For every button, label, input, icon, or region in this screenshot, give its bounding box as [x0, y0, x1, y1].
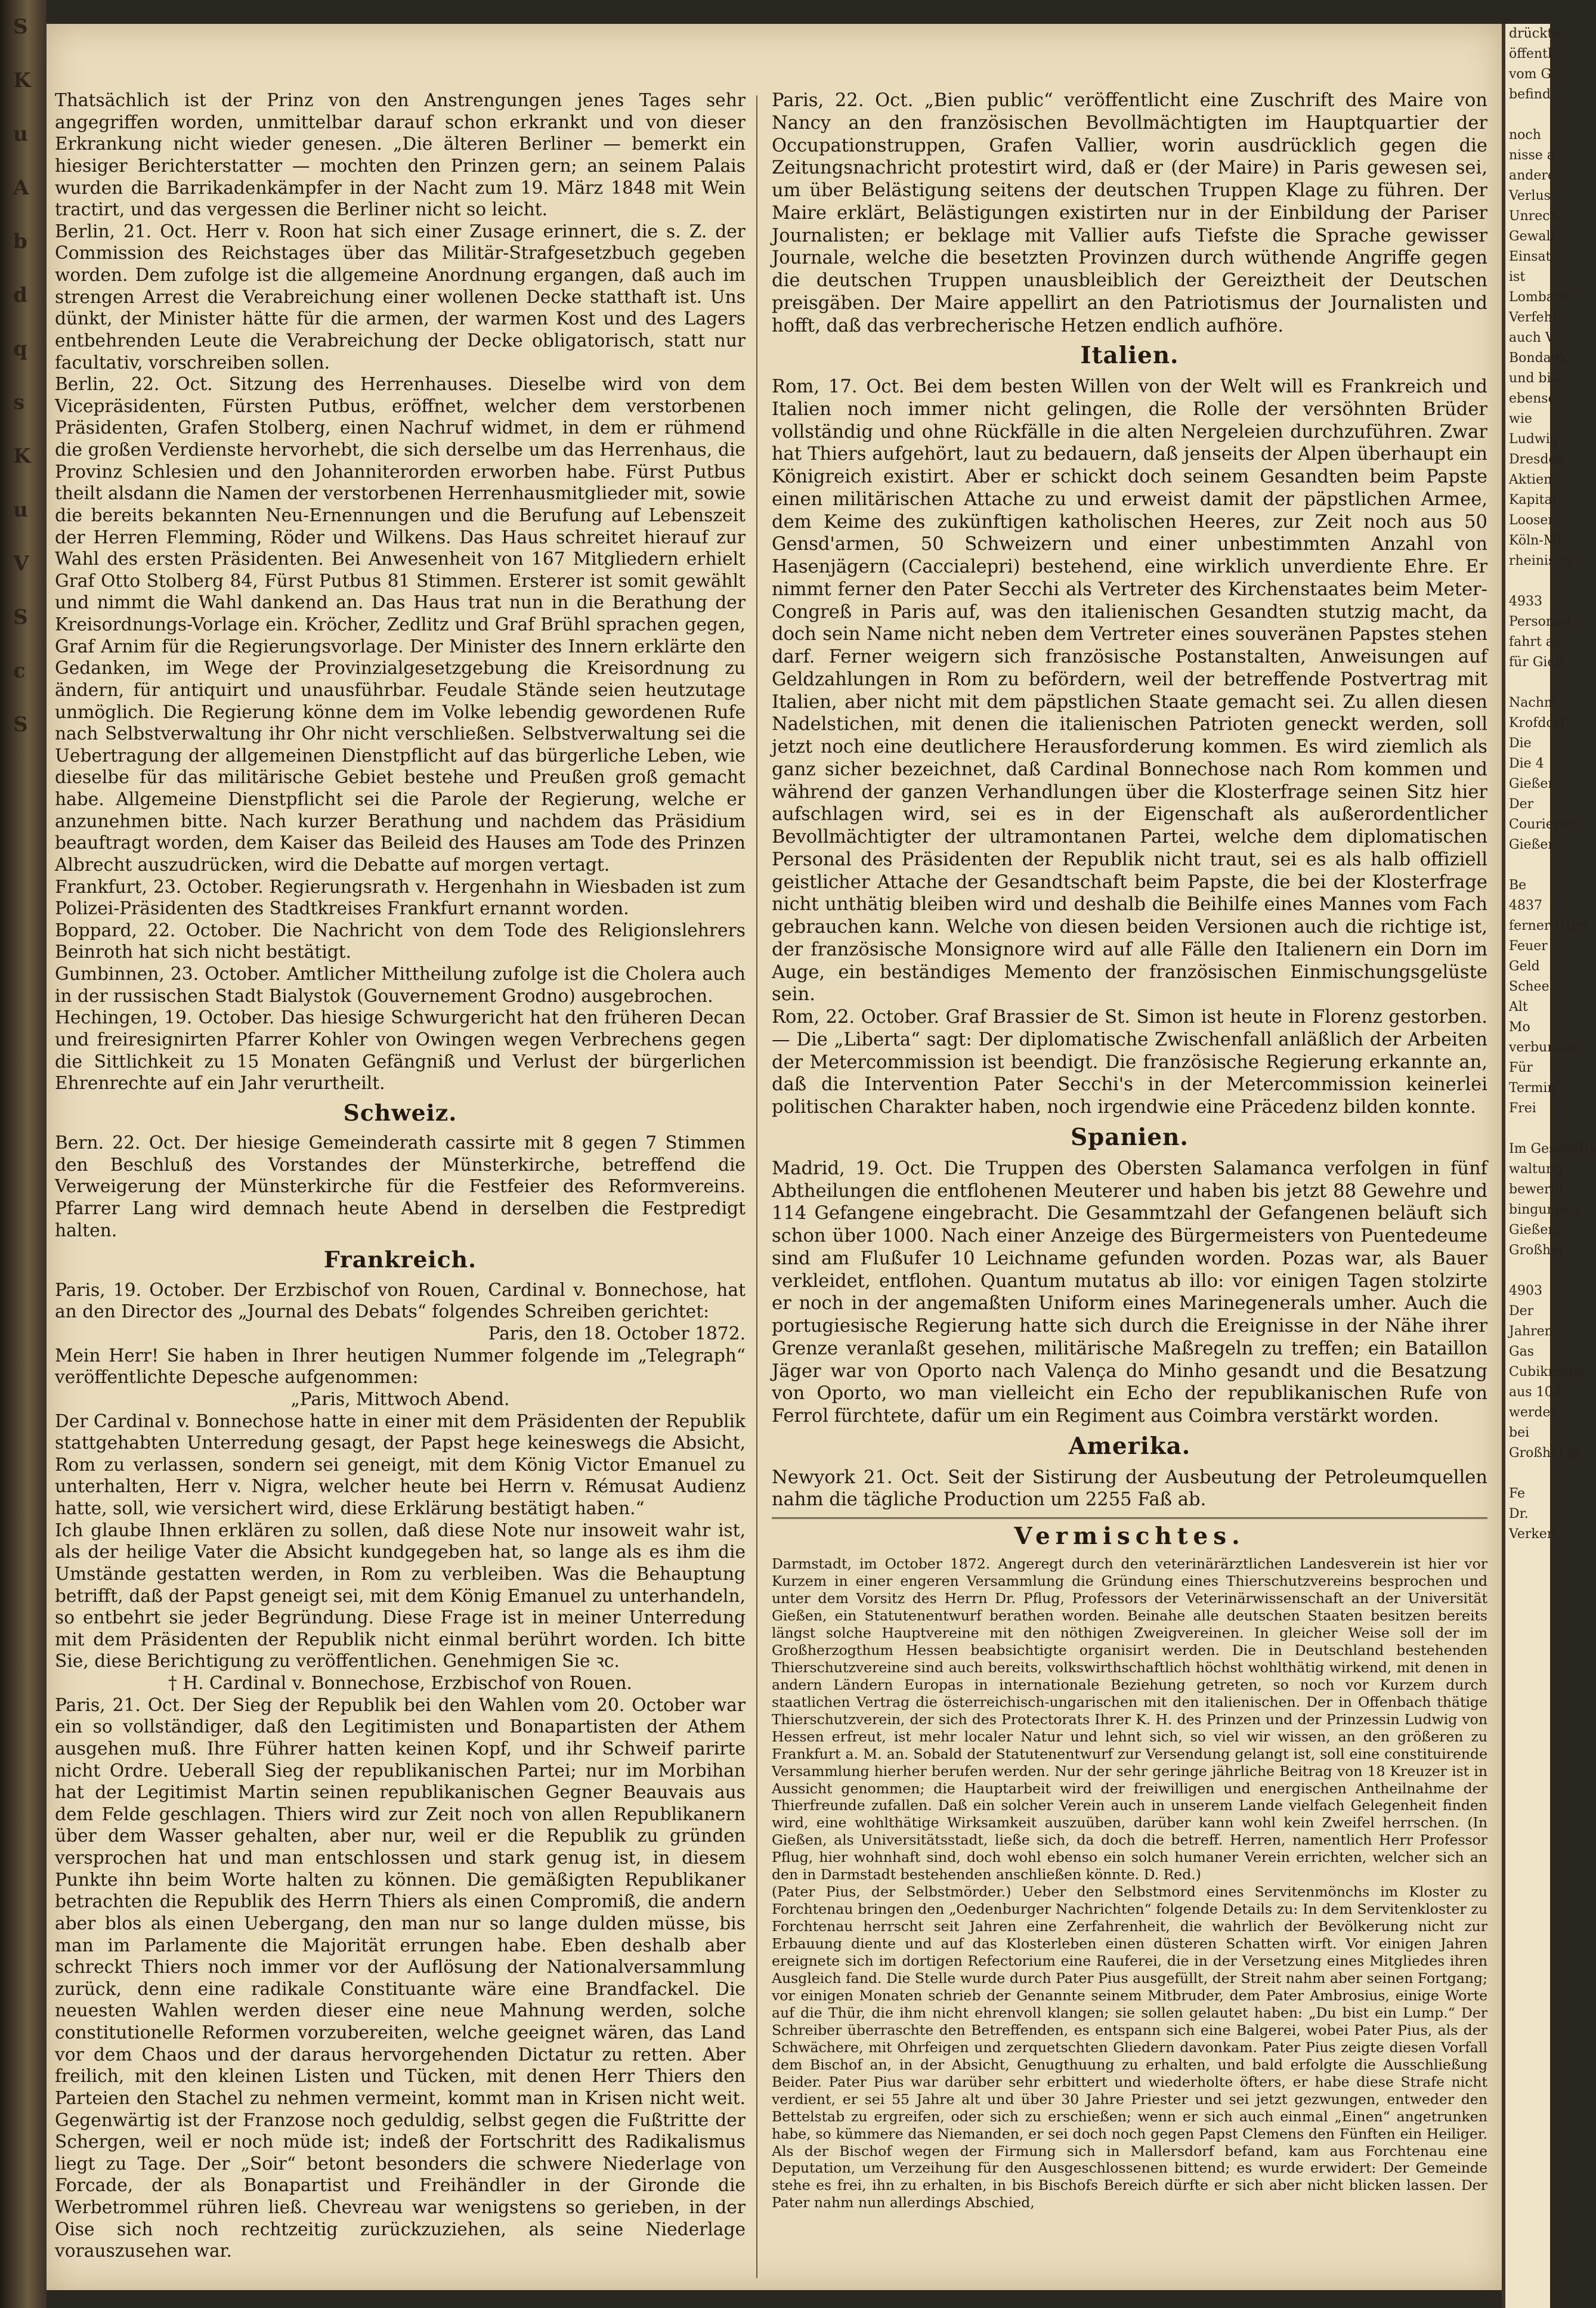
right-strip-fragment: für Gieß: [1509, 655, 1564, 670]
right-strip-fragment: Gießen,: [1509, 1223, 1561, 1237]
article-paragraph: Rom, 17. Oct. Bei dem besten Willen von der Welt will es Frankreich und Italien noch immer nicht gelingen, die Rolle der versöhnten Brüder vollständig und ohne Rückfälle in die alten Nergeleien durchzuführen. Zwar hat Thiers aufgehört, laut zu bedauern, daß jenseits der Alpen überhaupt ein Königreich existirt. Aber er schickt doch seinem Gesandten beim Papste einen militärischen Attache zu und erweist damit der päpstlichen Armee, dem Keime des zukünftigen katholischen Heeres, zur Zeit noch aus 50 Gensd'armen, 50 Schweizern und einer unbestimmten Anzahl von Hasenjägern (Caccialepri) bestehend, eine wirklich unverdiente Ehre. Er nimmt ferner den Pater Secchi als Vertreter des Kirchenstaates beim Meter-Congreß in Paris auf, was den italienischen Gesandten stutzig macht, da doch sein Name nicht neben dem Vertreter eines souveränen Papstes stehen darf. Ferner weigern sich französische Postanstalten, Anweisungen auf Geldzahlungen in Rom zu befördern, weil der betreffende Postvertrag mit Italien, aber nicht mit dem päpstlichen Staate gemacht sei. Zu allen diesen Nadelstichen, mit denen die italienischen Patrioten geneckt werden, soll jetzt noch eine deutlichere Herausforderung kommen. Es wird ziemlich als ganz sicher bezeichnet, daß Cardinal Bonnechose nach Rom kommen und während der ganzen Verhandlungen über die Klosterfrage seinen Sitz hier aufschlagen wird, sei es in der Eigenschaft als außerordentlicher Bevollmächtigter der ultramontanen Partei, welche dem diplomatischen Personal des Präsidenten der Republik nicht traut, sei es als halb offiziell geistlicher Attache der Gesandtschaft beim Papste, die bei der Klosterfrage nicht unthätig bleiben wird und deshalb die Beihilfe eines Mannes vom Fach gebrauchen kann. Welche von diesen beiden Versionen auch die richtige ist, der französische Monsignore wird auf alle Fälle den Italienern ein Dorn im Auge, ein beständiges Memento der französischen Einmischungsgelüste sein.: [772, 376, 1487, 1006]
left-strip-fragment: q: [13, 337, 27, 361]
right-strip-fragment: ebenso: [1509, 391, 1556, 406]
vermischtes-section: [772, 1523, 1487, 2211]
left-strip-fragment: u: [13, 498, 28, 522]
left-binding-strip: [0, 0, 47, 2308]
right-strip-fragment: Nachm.: [1509, 695, 1561, 710]
vermischtes-heading: Vermischtes.: [1014, 1523, 1245, 1551]
newspaper-page: [47, 24, 1502, 2290]
article-paragraph: Der Cardinal v. Bonnechose hatte in einer mit dem Präsidenten der Republik stattgehabten Unterredung gesagt, der Papst hege keineswegs die Absicht, Rom zu verlassen, sondern sei geneigt, mit dem König Victor Emanuel zu unterhalten, Herr v. Nigra, welcher heute bei Herrn v. Rémusat Audienz hatte, soll, wie versichert wird, diese Erklärung bestätigt haben.“: [55, 1410, 746, 1519]
left-strip-fragment: c: [13, 659, 26, 683]
right-strip-fragment: Im Geschäfts: [1509, 1141, 1596, 1156]
article-paragraph: Paris, den 18. October 1872.: [488, 1323, 746, 1344]
right-strip-fragment: Kapital: [1509, 493, 1557, 508]
article-paragraph: Frankfurt, 23. October. Regierungsrath v. Hergenhahn in Wiesbaden ist zum Polizei-Präsidenten des Stadtkreises Frankfurt ernannt worden.: [55, 875, 746, 919]
right-strip-fragment: ist: [1509, 270, 1526, 284]
right-strip-fragment: [1505, 1464, 1550, 1484]
left-strip-fragment: u: [13, 122, 28, 146]
right-strip-fragment: Termin: [1509, 1081, 1556, 1096]
right-strip-fragment: vom G: [1509, 67, 1552, 82]
section-heading: Italien.: [1080, 342, 1179, 370]
right-strip-fragment: fahrt au: [1509, 635, 1563, 649]
right-strip-fragment: [1505, 571, 1550, 592]
right-strip-fragment: Großher: [1509, 1243, 1565, 1258]
right-strip-fragment: rheinisch: [1509, 553, 1571, 568]
column-divider: [756, 95, 757, 2278]
right-strip-fragment: drückte: [1509, 26, 1561, 41]
section-separator: [772, 1517, 1487, 1519]
right-strip-fragment: Einsat: [1509, 249, 1551, 264]
right-strip-fragment: Cubikmeter: [1509, 1365, 1588, 1379]
right-strip-fragment: Verlus: [1509, 188, 1551, 203]
right-strip-fragment: Die 4: [1509, 756, 1544, 771]
article-paragraph: Madrid, 19. Oct. Die Truppen des Obersten Salamanca verfolgen in fünf Abtheilungen die entflohenen Meuterer und haben bis jetzt 88 Gewehre und 114 Gefangene eingebracht. Die Gesammtzahl der Gefangenen beläuft sich schon über 1000. Nach einer Anzeige des Bürgermeisters von Puentedeume sind am Flußufer 10 Leichname gefunden worden. Pozas war, als Bauer verkleidet, entflohen. Quantum mutatus ab illo: vor einigen Tagen stolzirte er noch in der angemaßten Uniform eines Marinegenerals umher. Auch die portugiesische Regierung hatte sich durch die Ereignisse in der Nähe ihrer Grenze veranlaßt gesehen, militärische Maßregeln zu treffen; ein Bataillon Jäger war von Oporto nach Valença do Minho gesandt und die Besatzung von Oporto, wo man vielleicht ein Echo der republikanischen Rufe von Ferrol fürchtete, dafür um ein Regiment aus Coimbra verstärkt worden.: [772, 1158, 1487, 1427]
section-heading: Frankreich.: [323, 1246, 477, 1273]
right-strip-fragment: Be: [1509, 878, 1527, 893]
right-strip-fragment: Lombard: [1509, 290, 1569, 305]
article-paragraph: Hechingen, 19. October. Das hiesige Schwurgericht hat den früheren Decan und freiresignirten Pfarrer Kohler von Owingen wegen Verbrechens gegen die Sittlichkeit zu 15 Monaten Gefängniß und Verlust der bürgerlichen Ehrenrechte auf ein Jahr verurtheilt.: [55, 1007, 746, 1094]
right-strip-fragment: verbunden: [1509, 1040, 1580, 1055]
right-strip-fragment: [1505, 105, 1550, 125]
right-strip-fragment: Bondank: [1509, 351, 1568, 366]
section-heading: Amerika.: [1068, 1433, 1191, 1460]
right-strip-fragment: Gießen: [1509, 837, 1557, 852]
right-strip-fragment: und bis: [1509, 371, 1558, 386]
article-paragraph: Bern. 22. Oct. Der hiesige Gemeinderath cassirte mit 8 gegen 7 Stimmen den Beschluß des Vorstandes der Münsterkirche, betreffend die Verweigerung der Münsterkirche für die Festfeier des Reformvereins. Pfarrer Lang wird demnach heute Abend in derselben die Festpredigt halten.: [55, 1132, 746, 1240]
right-strip-fragment: waltung: [1509, 1162, 1563, 1177]
right-strip-fragment: nisse a: [1509, 148, 1555, 163]
left-strip-fragment: K: [13, 69, 31, 92]
right-strip-fragment: noch: [1509, 128, 1541, 143]
right-strip-fragment: werden: [1509, 1405, 1559, 1420]
article-paragraph: Berlin, 21. Oct. Herr v. Roon hat sich einer Zusage erinnert, die s. Z. der Commission des Reichstages über das Militär-Strafgesetzbuch gegeben worden. Dem zufolge ist die allgemeine Anordnung ergangen, daß auch im strengen Arrest die Verabreichung einer wollenen Decke statthaft ist. Uns dünkt, der Minister hätte für die armen, der warmen Kost und des Lagers entbehrenden Leute die Verabreichung der Decke obligatorisch, statt nur facultativ, vorschreiben sollen.: [55, 220, 746, 373]
right-strip-fragment: Köln-Mi: [1509, 533, 1561, 548]
left-strip-fragment: d: [13, 283, 27, 307]
right-strip-fragment: Dresden: [1509, 452, 1565, 467]
article-paragraph: Gumbinnen, 23. October. Amtlicher Mittheilung zufolge ist die Cholera auch in der russischen Stadt Bialystok (Gouvernement Grodno) ausgebrochen.: [55, 963, 746, 1006]
right-strip-fragment: auch V: [1509, 330, 1555, 345]
left-strip-fragment: S: [13, 605, 28, 629]
left-strip-fragment: V: [13, 552, 29, 576]
right-strip-fragment: Ludwig: [1509, 432, 1558, 447]
right-strip-fragment: [1505, 1261, 1550, 1281]
left-strip-fragment: s: [13, 391, 25, 414]
right-strip-fragment: 4933: [1509, 594, 1542, 609]
article-paragraph: Newyork 21. Oct. Seit der Sistirung der Ausbeutung der Petroleumquellen nahm die tägliche Production um 2255 Faß ab.: [772, 1467, 1487, 1511]
section-heading: Spanien.: [1071, 1124, 1189, 1151]
article-paragraph: Mein Herr! Sie haben in Ihrer heutigen Nummer folgende im „Telegraph“ veröffentlichte Depesche aufgenommen:: [55, 1344, 746, 1388]
right-strip-fragment: aus 100: [1509, 1385, 1561, 1400]
right-strip-fragment: wie: [1509, 412, 1532, 426]
right-strip-fragment: [1505, 673, 1550, 693]
right-strip-fragment: Frei: [1509, 1101, 1536, 1116]
right-strip-fragment: Schee: [1509, 979, 1549, 994]
article-paragraph: Thatsächlich ist der Prinz von den Anstrengungen jenes Tages sehr angegriffen worden, unmittelbar darauf schon erkrankt und von dieser Erkrankung nicht wieder genesen. „Die älteren Berliner — bemerkt ein hiesiger Berichterstatter — mochten den Prinzen gern; an seinem Palais wurden die Barrikadenkämpfer in der Nacht zum 19. März 1848 mit Wein tractirt, und das vergessen die Berliner nicht so leicht.: [55, 89, 746, 220]
right-strip-fragment: Großherzo: [1509, 1446, 1580, 1461]
article-paragraph: Ich glaube Ihnen erklären zu sollen, daß diese Note nur insoweit wahr ist, als der heilige Vater die Absicht kundgegeben hat, so lange als es ihm die Umstände gestatten werden, in Rom zu verbleiben. Was die Behauptung betrifft, daß der Papst geneigt sei, mit dem König Emanuel zu unterhandeln, so entbehrt sie jeder Begründung. Diese Frage ist in meiner Unterredung mit dem Präsidenten der Republik nicht einmal berührt worden. Ich bitte Sie, diese Berichtigung zu veröffentlichen. Genehmigen Sie ꝛc.: [55, 1519, 746, 1672]
article-paragraph: Paris, 19. October. Der Erzbischof von Rouen, Cardinal v. Bonnechose, hat an den Director des „Journal des Debats“ folgendes Schreiben gerichtet:: [55, 1279, 746, 1322]
right-strip-fragment: Für: [1509, 1060, 1533, 1075]
right-strip-fragment: bei: [1509, 1425, 1530, 1440]
right-strip-fragment: öffentl: [1509, 47, 1552, 61]
right-strip-fragment: bewerbt: [1509, 1182, 1564, 1197]
vermischtes-paragraph: Darmstadt, im October 1872. Angeregt durch den veterinärärztlichen Landesverein ist hier vor Kurzem in einer engeren Versammlung die Gründung eines Thierschutzvereins besprochen und unter dem Vorsitz des Herrn Dr. Pflug, Professors der Veterinärwissenschaft an der Universität Gießen, ein Statutenentwurf berathen worden. Beinahe alle deutschen Staaten besitzen bereits längst solche Hauptvereine mit den nöthigen Zweigvereinen. In gleicher Weise soll der im Großherzogthum Hessen beabsichtigte organisirt werden. Die in Deutschland bestehenden Thierschutzvereine sind auch bereits, volkswirthschaftlich höchst wohlthätig wirkend, mit denen in andern Ländern Europas in internationale Beziehung getreten, so noch vor Kurzem durch staatlichen Vertrag die österreichisch-ungarischen mit den italienischen. Der in Offenbach thätige Thierschutzverein, der sich des Protectorats Ihrer K. H. des Prinzen und der Prinzessin Ludwig von Hessen erfreut, ist mehr localer Natur und lehnt sich, so viel wir wissen, an den größeren zu Frankfurt a. M. an. Sobald der Statutenentwurf zur Versendung gelangt ist, soll eine constituirende Versammlung hierher berufen werden. Nur der sehr geringe jährliche Beitrag von 18 Kreuzer ist in Aussicht genommen; die Hauptarbeit wird der freiwilligen und energischen Antheilnahme der Thierfreunde zufallen. Daß ein solcher Verein auch in unserem Lande vielfach Gelegenheit finden wird, eine wohlthätige Wirksamkeit auszuüben, darüber kann wohl kein Zweifel herrschen. (In Gießen, als Universitätsstadt, ließe sich, da doch die betreff. Herren, namentlich Herr Professor Pflug, hier wohnhaft sind, doch wohl ebenso ein solch humaner Verein errichten, welcher sich an den in Darmstadt bestehenden anschließen könnte. D. Red.): [772, 1555, 1487, 1883]
right-strip-fragment: andere: [1509, 168, 1555, 183]
right-strip-fragment: Gas: [1509, 1344, 1534, 1359]
right-strip-fragment: Feuer: [1509, 939, 1548, 954]
article-paragraph: Paris, 21. Oct. Der Sieg der Republik bei den Wahlen vom 20. October war ein so vollständiger, daß den Legitimisten und Bonapartisten der Athem ausgehen muß. Ihre Führer hatten keinen Kopf, und ihr Schweif parirte nicht Ordre. Ueberall Sieg der republikanischen Partei; nur im Morbihan hat der Legitimist Martin seinen republikanischen Gegner Beauvais aus dem Felde geschlagen. Thiers wird zur Zeit noch von allen Republikanern über dem Wasser gehalten, aber nur, weil er die Republik zu gründen versprochen hat und man entschlossen und stark genug ist, in diesem Punkte ihn beim Worte halten zu können. Die gemäßigten Republikaner betrachten die Republik des Herrn Thiers als einen Compromiß, die andern aber blos als einen Uebergang, den man nur so lange dulden müsse, bis man im Parlamente die Majorität errungen habe. Eben deshalb aber schreckt Thiers noch immer vor der Auflösung der Nationalversammlung zurück, denn eine radikale Constituante wäre eine Brandfackel. Die neuesten Wahlen werden dieser eine neue Mahnung werden, solche constitutionelle Reformen vorzubereiten, welche geeignet wären, das Land vor dem Chaos und der daraus hervorgehenden Dictatur zu retten. Aber freilich, mit den kleinen Listen und Tücken, mit denen Herr Thiers den Parteien den Stachel zu nehmen vermeint, kommt man in Krisen nicht weit. Gegenwärtig ist der Franzose noch geduldig, selbst gegen die Fußtritte der Schergen, weil er noch müde ist; indeß der Fortschritt des Radikalismus liegt zu Tage. Der „Soir“ betont besonders die schwere Niederlage von Forcade, der als Bonapartist und Freihändler in der Gironde die Werbetrommel rühren ließ. Chevreau war wenigstens so gerieben, in der Oise sich noch rechtzeitig zurückzuziehen, als seine Niederlage vorauszusehen war.: [55, 1694, 746, 2261]
right-strip-fragment: [1505, 855, 1550, 875]
right-strip-fragment: 4903: [1509, 1283, 1542, 1298]
right-strip-fragment: Krofdorf: [1509, 716, 1566, 731]
right-column: [772, 89, 1487, 2211]
right-strip-fragment: bingungen: [1509, 1202, 1580, 1217]
right-strip-fragment: Aktien: [1509, 472, 1552, 487]
right-adjacent-page-strip: [1502, 24, 1596, 2308]
right-strip-fragment: Die: [1509, 736, 1532, 751]
right-strip-fragment: Fe: [1509, 1486, 1526, 1501]
article-paragraph: Paris, 22. Oct. „Bien public“ veröffentlicht eine Zuschrift des Maire von Nancy an den französischen Bevollmächtigten im Hauptquartier der Occupationstruppen, Grafen Vallier, worin ausdrücklich gegen die Zeitungsnachricht protestirt wird, daß er (der Maire) in Paris gewesen sei, um über Belästigung seitens der deutschen Truppen Klage zu führen. Der Maire erklärt, Belästigungen existirten nur in der Einbildung der Pariser Journalisten; er beklage mit Vallier aufs Tiefste die Sprache gewisser Journale, welche die besetzten Provinzen durch wüthende Angriffe gegen die deutschen Truppen unausbleiblich der Gereiztheit der Deutschen preisgäben. Der Maire appellirt an den Patriotismus der Journalisten und hofft, daß das verbrecherische Hetzen endlich aufhöre.: [772, 90, 1487, 336]
right-strip-fragment: Gewalt: [1509, 229, 1556, 244]
right-strip-fragment: Unrech: [1509, 209, 1558, 224]
right-strip-fragment: ferner-Uten: [1509, 918, 1588, 933]
right-strip-fragment: Verken: [1509, 1527, 1555, 1542]
left-strip-fragment: A: [13, 176, 29, 200]
left-column: [55, 89, 746, 2262]
article-paragraph: „Paris, Mittwoch Abend.: [290, 1388, 510, 1409]
right-strip-fragment: Courieren: [1509, 817, 1576, 832]
right-strip-fragment: 4837: [1509, 898, 1542, 913]
right-strip-fragment: Loosen: [1509, 513, 1557, 528]
right-strip-fragment: Verfehl: [1509, 310, 1557, 325]
vermischtes-body: [772, 1555, 1487, 2211]
vermischtes-paragraph: (Pater Pius, der Selbstmörder.) Ueber den Selbstmord eines Servitenmönchs im Kloster zu Forchtenau bringen den „Oedenburger Nachrichten“ folgende Details zu: In dem Servitenkloster zu Forchtenau herrscht seit Jahren eine Zerfahrenheit, die wahrlich der Bevölkerung nicht zur Erbauung diente und auf das Klosterleben einen düsteren Schatten wirft. Vor einigen Jahren ereignete sich im dortigen Refectorium eine Rauferei, die in der Versetzung eines Mitgliedes ihren Ausgleich fand. Die Stelle wurde durch Pater Pius ausgefüllt, der Streit nahm aber seinen Fortgang; vor einigen Monaten schrieb der Genannte seinem Mitbruder, dem Pater Ambrosius, einige Worte auf die Thür, die ihm nicht ehrenvoll klangen; sie sollen gelautet haben: „Du bist ein Lump.“ Der Schreiber überraschte den Betreffenden, es entspann sich eine Balgerei, wobei Pater Pius, als der Schwächere, mit Ohrfeigen und zerquetschten Gliedern davonkam. Pater Pius zeigte diesen Vorfall dem Bischof an, in der Absicht, Genugthuung zu erhalten, und bald erfolgte die Ausschließung Beider. Pater Pius war darüber sehr erbittert und wiederholte öfters, er habe diese Strafe nicht verdient, er sei 55 Jahre alt und über 30 Jahre Priester und sei jetzt gezwungen, entweder den Bettelstab zu ergreifen, oder sich zu erschießen; wenn er sich auch einmal „Einen“ angetrunken habe, so kümmere das Niemanden, er sei doch noch gegen Papst Clemens den Fünften ein Heiliger. Als der Bischof wegen der Firmung sich in Mallersdorf befand, kam aus Forchtenau eine Deputation, um Verzeihung für den Ausgeschlossenen bittend; es wurde erwidert: Der Gemeinde stehe es frei, ihn zu erhalten, in bis Bischofs Bereich dürfte er sich aber nicht blicken lassen. Der Pater nahm nun allerdings Abschied,: [772, 1883, 1487, 2211]
left-strip-fragment: K: [13, 444, 31, 468]
left-strip-fragment: b: [13, 230, 27, 253]
right-strip-fragment: Personen: [1509, 614, 1571, 629]
right-strip-fragment: Gießen: [1509, 776, 1557, 791]
right-column-articles: [772, 89, 1487, 1511]
left-strip-fragment: S: [13, 15, 28, 39]
article-paragraph: Boppard, 22. October. Die Nachricht von dem Tode des Religionslehrers Beinroth hat sich nicht bestätigt.: [55, 919, 746, 963]
right-strip-fragment: [1505, 1119, 1550, 1139]
right-strip-fragment: Alt: [1509, 1000, 1528, 1014]
article-paragraph: Berlin, 22. Oct. Sitzung des Herrenhauses. Dieselbe wird von dem Vicepräsidenten, Fürsten Putbus, eröffnet, welcher dem verstorbenen Präsidenten, Grafen Stolberg, einen Nachruf widmet, in dem er rühmend die großen Verdienste hervorhebt, die sich derselbe um das Herrenhaus, die Provinz Schlesien und den Johanniterorden erworben habe. Fürst Putbus theilt alsdann die Namen der verstorbenen Herrenhausmitglieder mit, sowie die bereits bekannten Neu-Ernennungen und die Berufung auf Lebenszeit der Herren Flemming, Röder und Wilkens. Das Haus schreitet hierauf zur Wahl des ersten Präsidenten. Bei Anwesenheit von 167 Mitgliedern erhielt Graf Otto Stolberg 84, Fürst Putbus 81 Stimmen. Ersterer ist somit gewählt und nimmt die Wahl dankend an. Das Haus trat nun in die Berathung der Kreisordnungs-Vorlage ein. Kröcher, Zedlitz und Graf Brühl sprachen gegen, Graf Arnim für die Regierungsvorlage. Der Minister des Innern erklärte den Gedanken, im Wege der Provinzialgesetzgebung die Kreisordnung zu ändern, für antiquirt und unausführbar. Feudale Stände seien heutzutage unmöglich. Die Regierung könne dem im Volke lebendig gewordenen Rufe nach Selbstverwaltung ihr Ohr nicht verschließen. Selbstverwaltung sei die Uebertragung der allgemeinen Dienstpflicht auf das bürgerliche Leben, wie dieselbe für das militärische Gebiet bestehe und Preußen groß gemacht habe. Allgemeine Dienstpflicht sei die Parole der Regierung, welche er anzunehmen bitte. Nach kurzer Berathung und nachdem das Präsidium beauftragt worden, dem Kaiser das Beileid des Hauses am Tode des Prinzen Albrecht auszudrücken, wird die Debatte auf morgen vertagt.: [55, 373, 746, 875]
right-strip-fragment: Geld: [1509, 959, 1540, 974]
right-strip-fragment: Dr.: [1509, 1506, 1529, 1521]
article-paragraph: † H. Cardinal v. Bonnechose, Erzbischof von Rouen.: [168, 1672, 632, 1694]
right-strip-fragment: befind: [1509, 87, 1551, 102]
right-strip-fragment: Der: [1509, 797, 1534, 812]
right-strip-fragment: Der: [1509, 1304, 1534, 1319]
section-heading: Schweiz.: [343, 1099, 457, 1126]
left-strip-fragment: S: [13, 713, 28, 737]
right-strip-fragment: Jahren,: [1509, 1324, 1557, 1339]
article-paragraph: Rom, 22. October. Graf Brassier de St. Simon ist heute in Florenz gestorben. — Die „Liberta“ sagt: Der diplomatische Zwischenfall anläßlich der Arbeiten der Metercommission ist beendigt. Die französische Regierung erkannte an, daß die Intervention Pater Secchi's in der Metercommission keinerlei politischen Charakter haben, noch irgendwie eine Präcedenz bilden konnte.: [772, 1007, 1487, 1118]
right-strip-fragment: Mo: [1509, 1020, 1530, 1035]
